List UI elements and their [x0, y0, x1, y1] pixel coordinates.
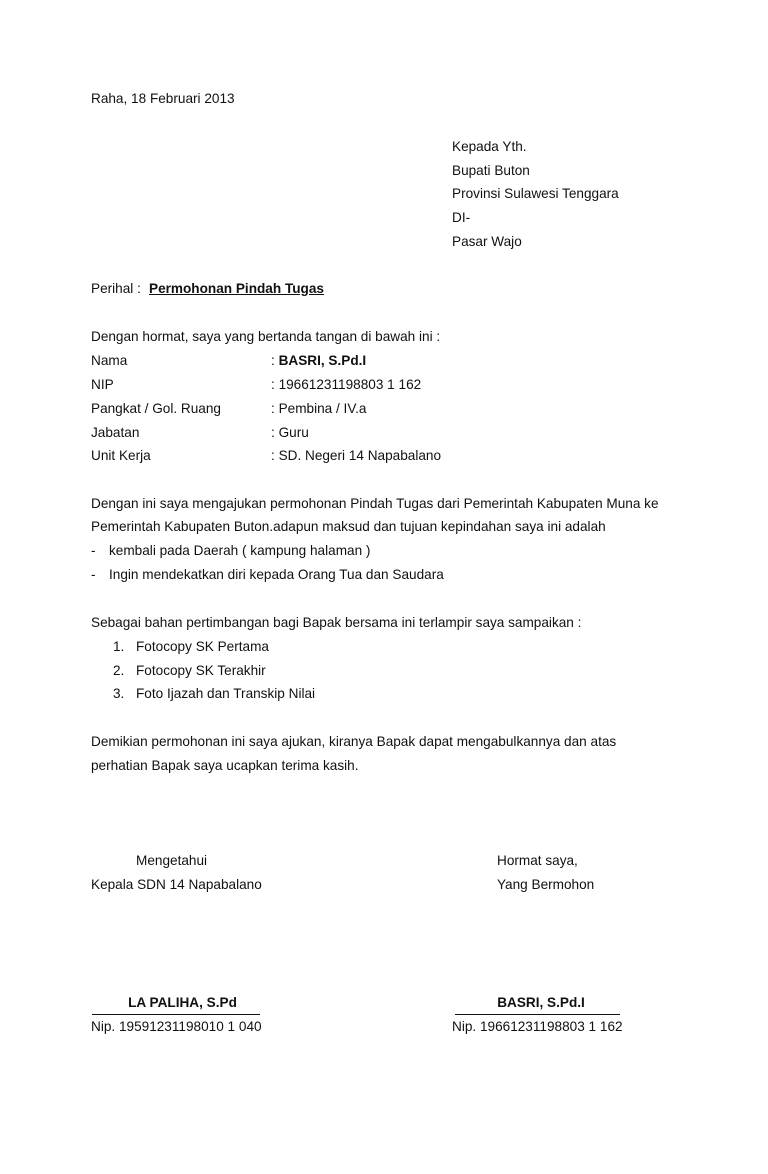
list-item: Fotocopy SK Pertama	[136, 639, 269, 654]
subject-label: Perihal :	[91, 281, 141, 296]
identity-value: : SD. Negeri 14 Napabalano	[271, 448, 442, 463]
identity-label: NIP	[91, 377, 114, 392]
signature-underline	[455, 1014, 620, 1015]
identity-value: : Pembina / IV.a	[271, 401, 367, 416]
list-marker: 2.	[113, 663, 125, 678]
signature-name: LA PALIHA, S.Pd	[128, 995, 237, 1010]
signature-title: Yang Bermohon	[497, 877, 595, 892]
attachments-intro: Sebagai bahan pertimbangan bagi Bapak bersama ini terlampir saya sampaikan :	[91, 615, 582, 630]
list-item: Foto Ijazah dan Transkip Nilai	[136, 686, 316, 701]
identity-label: Pangkat / Gol. Ruang	[91, 401, 221, 416]
recipient-line: DI-	[452, 210, 471, 225]
subject-value: Permohonan Pindah Tugas	[149, 281, 324, 296]
body-paragraph: Dengan ini saya mengajukan permohonan Pindah Tugas dari Pemerintah Kabupaten Muna ke	[91, 496, 659, 511]
closing-paragraph: perhatian Bapak saya ucapkan terima kasih.	[91, 758, 359, 773]
signature-caption: Hormat saya,	[497, 853, 578, 868]
identity-label: Nama	[91, 353, 128, 368]
list-item: Fotocopy SK Terakhir	[136, 663, 266, 678]
identity-value: : Guru	[271, 425, 309, 440]
signature-underline	[92, 1014, 260, 1015]
list-marker: 1.	[113, 639, 125, 654]
recipient-line: Kepada Yth.	[452, 139, 527, 154]
signature-caption: Mengetahui	[136, 853, 208, 868]
recipient-line: Bupati Buton	[452, 163, 530, 178]
identity-value: : 19661231198803 1 162	[271, 377, 422, 392]
closing-paragraph: Demikian permohonan ini saya ajukan, kiranya Bapak dapat mengabulkannya dan atas	[91, 734, 617, 749]
intro-text: Dengan hormat, saya yang bertanda tangan di bawah ini :	[91, 329, 441, 344]
list-item: Ingin mendekatkan diri kepada Orang Tua dan Saudara	[109, 567, 444, 582]
list-marker: 3.	[113, 686, 125, 701]
identity-label: Unit Kerja	[91, 448, 151, 463]
recipient-line: Provinsi Sulawesi Tenggara	[452, 186, 619, 201]
identity-name-value: BASRI, S.Pd.I	[278, 353, 367, 368]
list-marker: -	[91, 567, 96, 582]
identity-label: Jabatan	[91, 425, 140, 440]
list-item: kembali pada Daerah ( kampung halaman )	[109, 543, 371, 558]
body-paragraph: Pemerintah Kabupaten Buton.adapun maksud dan tujuan kepindahan saya ini adalah	[91, 519, 606, 534]
identity-value: : BASRI, S.Pd.I	[271, 353, 367, 368]
signature-nip: Nip. 19591231198010 1 040	[91, 1019, 262, 1034]
list-marker: -	[91, 543, 96, 558]
signature-title: Kepala SDN 14 Napabalano	[91, 877, 262, 892]
signature-nip: Nip. 19661231198803 1 162	[452, 1019, 623, 1034]
recipient-line: Pasar Wajo	[452, 234, 522, 249]
signature-name: BASRI, S.Pd.I	[497, 995, 585, 1010]
place-date: Raha, 18 Februari 2013	[91, 91, 235, 106]
